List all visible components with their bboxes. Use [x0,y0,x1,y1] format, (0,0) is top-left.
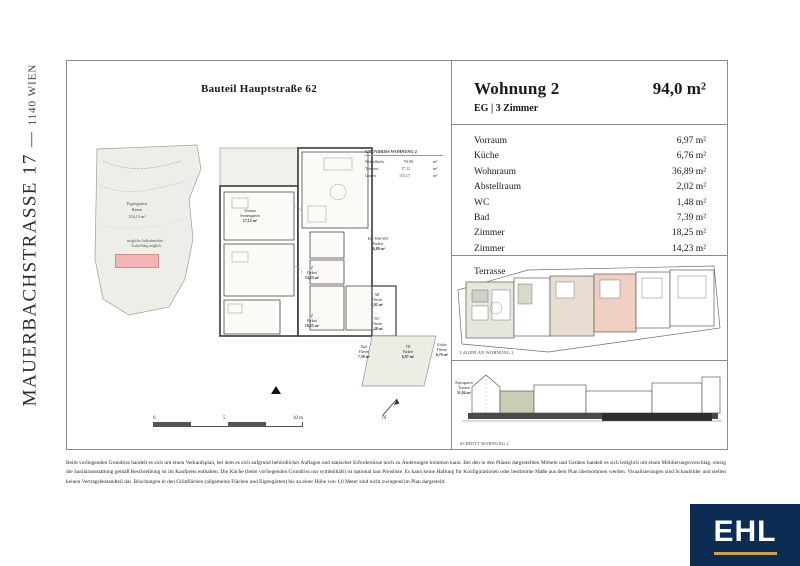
area-row [474,242,706,257]
area-row [474,134,706,149]
area-row [474,211,706,226]
plan-legend-label: Terrasse [365,165,379,171]
area-name: Bad [474,212,490,223]
room-label: WC Fliesen 1,48 m² [370,317,384,332]
ehl-logo [690,504,800,566]
area-name: Küche [474,151,499,162]
disclaimer-text: Beim vorliegenden Grundriss handelt es sich um einen Verkaufsplan, bei dem es sich aufgrund behördlicher Auflagen und statischer Erfordernisse noch zu Änderungen kommen kann. Bei den in den Plänen dargestellten Möbeln und Geräten handelt es sich lediglich um einen Möblierungsvorschlag, einzig die Sanitärausstattung gemäß Beschreibung ist im Kaufpreis enthalten. Die Küche (beim vorliegenden Grundriss nur symbolhaft) ist optional laut Preisliste. Es kann keine Haftung für Konfigurationen oder bestimmte Maße aus dem Plan übernommen werden. Visualisierungen sind Schaubilder und stellen keinen Vertragsbestandteil dar. Böschungen in den Grünflächen (allgemeine Flächen und Eigengärten) bis zu einer Höhe von 1,0 Meter sind nicht zwingend im Plan dargestellt. [66,460,726,485]
north-arrow-icon [377,393,405,421]
plan-legend-unit: m² [432,159,438,164]
area-name: WC [474,197,490,208]
area-name: Abstellraum [474,182,521,193]
outdoor-name: Terrasse [474,267,506,277]
project-city: 1140 WIEN [26,63,39,126]
scale-tick: 10 m [292,416,303,421]
area-value: 36,89 m² [672,166,706,177]
ehl-logo-text: EHL [714,515,777,555]
plan-legend-value: 93,98 [404,159,414,164]
scale-tick: 5 [222,416,226,421]
area-value: 14,23 m² [672,243,706,254]
room-label: Z Parkett 14,23 m² [304,266,320,281]
scale-tick: 0 [153,416,156,421]
site-plan-caption: LAGEPLAN WOHNUNG 2 [460,350,514,355]
plan-legend-row [365,173,443,180]
unit-name: Wohnung 2 [474,79,560,98]
plan-legend-row [365,159,443,166]
area-value: 2,02 m² [676,182,706,193]
floorplan-panel [67,61,473,449]
room-label: Terrasse Sonnengarten 17,12 m² [240,209,260,224]
section-caption: SCHNITT WOHNUNG 2 [460,441,509,446]
area-row [474,226,706,241]
area-value: 1,48 m² [676,197,706,208]
plan-legend-label: Garten [365,172,376,178]
area-value: 6,97 m² [676,136,706,146]
plan-legend-unit: m² [433,172,438,178]
plan-legend [365,149,443,179]
room-label: AR Fliesen 2,02 m² [370,293,384,308]
area-name: Zimmer [474,228,505,239]
unit-subtitle: EG | 3 Zimmer [474,103,539,114]
scale-bar [153,416,303,427]
plan-legend-value: 115,17 [399,172,410,178]
room-label: Bad Fliesen 7,39 m² [357,345,371,360]
area-row [474,165,706,180]
plan-legend-label: Wohnfläche [365,159,385,164]
area-row [474,149,706,164]
area-row [474,180,706,195]
unit-info-box [452,61,728,277]
section-box [452,361,728,451]
area-value: 7,39 m² [676,212,706,223]
area-row [474,196,706,211]
info-panel [452,61,728,449]
area-name: Wohnraum [474,166,516,177]
room-label: Küche Fliesen 6,76 m² [435,343,449,358]
garden-highlight-box [115,254,159,268]
plan-frame [66,60,728,450]
site-plan-box [452,256,728,361]
garden-note: mögliche Außenbereiche / Aufstellung möglich [127,239,165,249]
area-value: 18,25 m² [672,228,706,239]
plan-legend-value: 17,12 [401,165,411,171]
divider [452,124,728,125]
plan-legend-unit: m² [433,165,438,171]
garden-area-label: Eigengarten Rasen 104,13 m² [126,201,148,219]
plan-legend-row [365,166,443,173]
vertical-project-title: MAUERBACHSTRASSE 17 — 1140 WIEN [19,63,41,407]
area-value: 6,76 m² [676,151,706,162]
svg-text:N: N [382,415,387,421]
area-name: Zimmer [474,243,505,254]
room-label: Z Parkett 18,25 m² [304,314,320,329]
room-label: KO- ESS-WO Parkett 36,89 m² [367,237,389,252]
room-label: VR Parkett 6,97 m² [401,345,415,360]
project-street: MAUERBACHSTRASSE 17 [19,153,41,407]
area-name: Vorraum [474,136,508,146]
plan-legend-title: GRUNDRISS WOHNUNG 2 [365,149,443,156]
entrance-marker-icon [271,386,281,394]
room-label: Eigengarten Terrasse 11,04 m² [455,381,473,396]
unit-size: 94,0 m² [652,79,706,98]
building-part-title: Bauteil Hauptstraße 62 [201,83,317,95]
